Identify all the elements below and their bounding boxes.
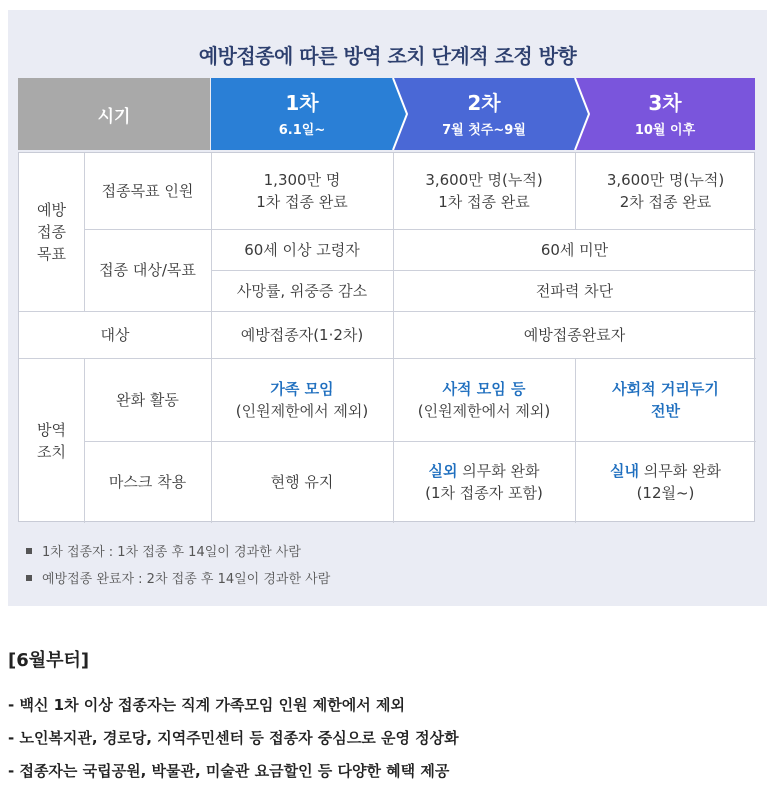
stage-2-mask (393, 441, 575, 523)
stage-1-relax-sub: (인원제한에서 제외) (235, 401, 369, 420)
stage-2-header (393, 78, 575, 150)
stage-1-target-group: 60세 이상 고령자 (244, 240, 360, 259)
stage-3-relax-main: 사회적 거리두기 전반 (612, 379, 719, 420)
footnote-text: 예방접종 완료자 : 2차 접종 후 14일이 경과한 사람 (42, 572, 331, 587)
footnote-text: 1차 접종자 : 1차 접종 후 14일이 경과한 사람 (42, 545, 301, 560)
group-vaccine-label: 예방 접종 목표 (37, 201, 66, 263)
section-title: [6월부터] (8, 650, 90, 671)
square-bullet-icon (26, 575, 32, 581)
chevron-arrow-icon (388, 78, 408, 150)
stage-3-header (575, 78, 755, 150)
group-measure-label: 방역 조치 (37, 420, 66, 461)
square-bullet-icon (26, 548, 32, 554)
stage-2-mask-line (429, 460, 540, 482)
bullet-item: - 백신 1차 이상 접종자는 직계 가족모임 인원 제한에서 제외 (8, 696, 405, 714)
stage-3-target-people: 3,600만 명(누적) 2차 접종 완료 (606, 171, 725, 211)
stage-2-date: 7월 첫주~9월 (442, 122, 526, 138)
period-header (18, 78, 210, 150)
bullet-item: - 노인복지관, 경로당, 지역주민센터 등 접종자 중심으로 운영 정상화 (8, 729, 459, 747)
stage-3-label: 3차 (648, 90, 682, 115)
stage-2-mask-sub: (1차 접종자 포함) (425, 484, 543, 502)
stage-3-date: 10월 이후 (634, 122, 696, 138)
stage-2-target-people: 3,600만 명(누적) 1차 접종 완료 (425, 171, 543, 211)
stage-2-3-subject: 예방접종완료자 (523, 325, 626, 344)
row-label-target-goal: 접종 대상/목표 (99, 261, 196, 279)
stage-1-target-people: 1,300만 명 1차 접종 완료 (256, 171, 348, 211)
bullet-item: - 접종자는 국립공원, 박물관, 미술관 요금할인 등 다양한 혜택 제공 (8, 762, 450, 780)
measure-table (18, 152, 755, 522)
stage-2-relax (393, 358, 575, 441)
footnote (26, 541, 301, 560)
stage-1-relax (211, 358, 393, 441)
stage-1-relax-main: 가족 모임 (270, 379, 334, 398)
stage-1-mask: 현행 유지 (270, 473, 334, 491)
period-header-label: 시기 (97, 106, 131, 127)
footnote (26, 568, 330, 587)
stage-3-mask (575, 441, 756, 523)
chevron-arrow-icon (570, 78, 590, 150)
stage-3-mask-sub: (12월~) (636, 484, 695, 502)
stage-2-mask-strong: 실외 (428, 462, 458, 480)
stage-2-3-target-group: 60세 미만 (540, 240, 609, 259)
stage-2-relax-main: 사적 모임 등 (442, 379, 526, 398)
row-label-target-people: 접종목표 인원 (101, 182, 194, 200)
panel-title: 예방접종에 따른 방역 조치 단계적 조정 방향 (198, 44, 577, 68)
stage-3-mask-line (610, 460, 721, 482)
stage-1-date: 6.1일~ (278, 122, 326, 138)
stage-3-mask-strong: 실내 (610, 462, 639, 480)
stage-1-subject: 예방접종자(1·2차) (240, 325, 364, 344)
stage-3-mask-rest: 의무화 완화 (638, 462, 721, 480)
stage-2-relax-sub: (인원제한에서 제외) (417, 401, 551, 420)
stage-1-goal: 사망률, 위중증 감소 (236, 281, 368, 300)
row-label-subject: 대상 (100, 325, 130, 344)
stage-2-mask-rest: 의무화 완화 (457, 462, 540, 480)
stage-2-3-goal: 전파력 차단 (535, 281, 614, 300)
stage-3-relax (575, 358, 756, 441)
row-label-relax: 완화 활동 (116, 390, 179, 409)
stage-1-header (211, 78, 393, 150)
stage-1-label: 1차 (285, 90, 319, 115)
stage-2-label: 2차 (467, 90, 501, 115)
row-label-mask: 마스크 착용 (108, 473, 187, 491)
